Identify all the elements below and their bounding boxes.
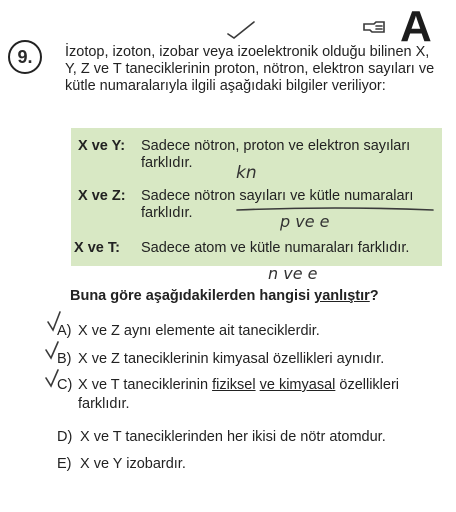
option-text: X ve T taneciklerinin fiziksel ve kimyasal özellikleri (78, 377, 400, 393)
option-a[interactable] (57, 322, 447, 340)
option-letter: C) (57, 377, 73, 393)
info-row-xt (74, 240, 442, 260)
handwritten-note-xz: p ve e (280, 212, 330, 231)
option-d[interactable] (57, 428, 447, 446)
pen-underline-xz (235, 204, 435, 214)
question-number: 9. (8, 40, 42, 74)
info-row-xy (78, 138, 442, 178)
question-prompt: Buna göre aşağıdakilerden hangisi yanlıştır? (70, 288, 379, 304)
info-row-text: Sadece nötron, proton ve elektron sayıları farklıdır. (141, 138, 411, 171)
option-text: X ve Z aynı elemente ait taneciklerdir. (78, 323, 320, 339)
info-row-label: X ve T: (74, 240, 120, 256)
option-c[interactable] (57, 376, 452, 414)
option-letter: B) (57, 351, 72, 367)
option-letter: E) (57, 456, 72, 472)
info-row-label: X ve Z: (78, 188, 126, 204)
option-letter: A) (57, 323, 72, 339)
option-e[interactable] (57, 455, 447, 473)
info-row-label: X ve Y: (78, 138, 126, 154)
pointing-hand-icon (362, 18, 388, 36)
info-row-text: Sadece nötron sayıları ve kütle numaraları farklıdır. (141, 188, 414, 221)
question-stem: İzotop, izoton, izobar veya izoelektronik olduğu bilinen X, Y, Z ve T taneciklerinin proton, nötron, elektron sayıları ve kütle numaralarıyla ilgili aşağıdaki bilgiler veriliyor: (65, 44, 435, 94)
option-text: X ve Z taneciklerinin kimyasal özellikleri aynıdır. (78, 351, 385, 367)
pen-mark-top (220, 18, 280, 40)
info-row-text: Sadece atom ve kütle numaraları farklıdır. (141, 240, 410, 256)
pen-check-marks (44, 308, 74, 408)
option-text: X ve T taneciklerinden her ikisi de nötr atomdur. (80, 429, 386, 445)
option-text: X ve Y izobardır. (80, 456, 186, 472)
prompt-emphasis: yanlıştır (314, 288, 370, 304)
answer-letter: A (400, 2, 432, 51)
handwritten-note-xy: kn (236, 163, 257, 183)
option-text-line2: farklıdır. (78, 396, 130, 412)
option-b[interactable] (57, 350, 447, 368)
option-letter: D) (57, 429, 73, 445)
handwritten-note-xt: n ve e (268, 264, 318, 283)
